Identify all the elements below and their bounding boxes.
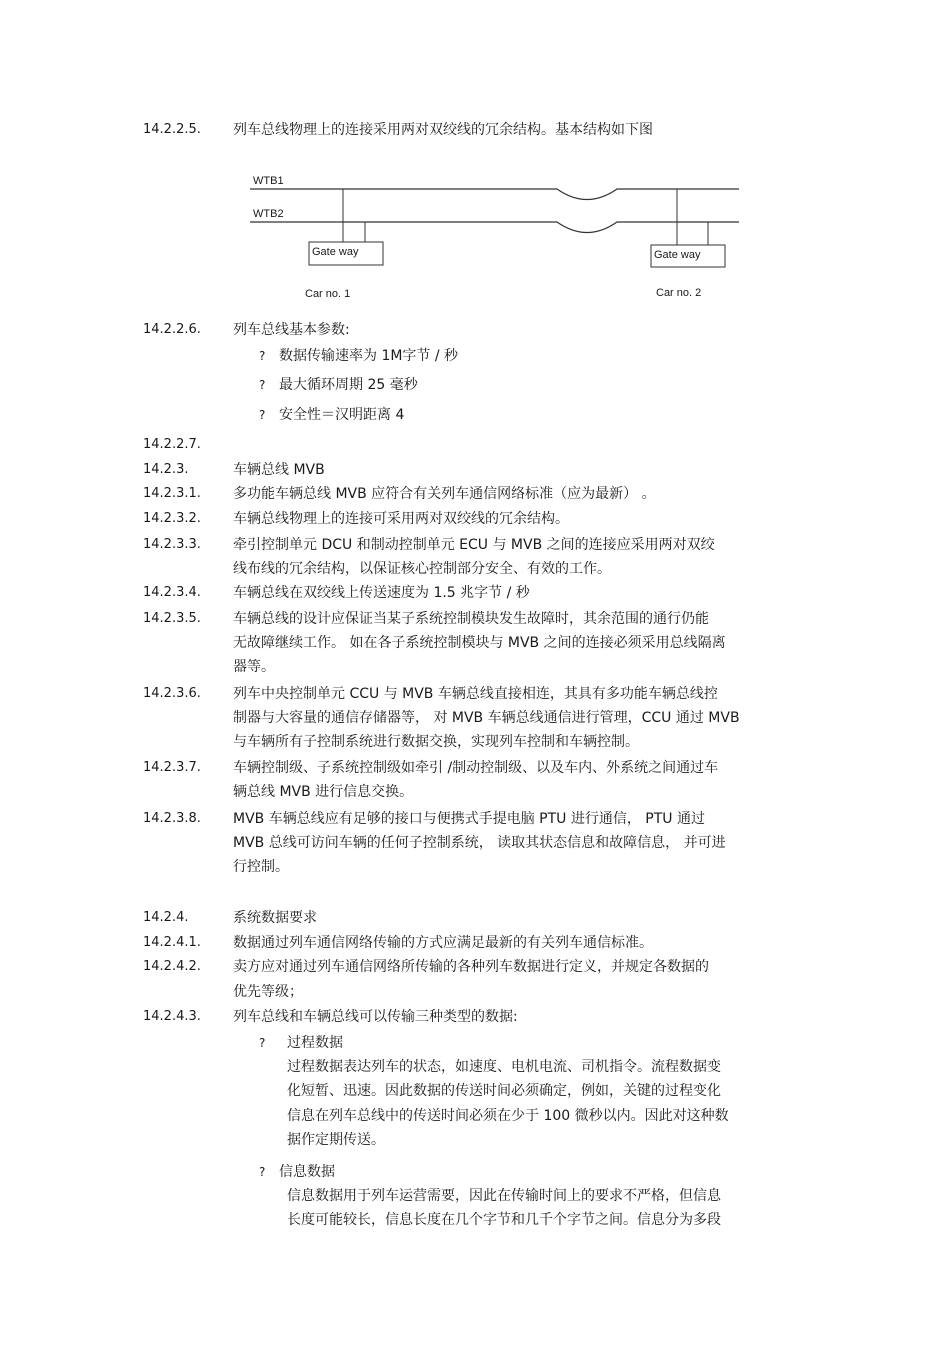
item-text-line: 信息在列车总线中的传送时间必须在少于 100 微秒以内。因此对这种数 (287, 1108, 729, 1124)
section-text-line: 与车辆所有子控制系统进行数据交换，实现列车控制和车辆控制。 (233, 734, 639, 750)
section-number: 14.2.3.5. (143, 611, 201, 626)
section-text: 多功能车辆总线 MVB 应符合有关列车通信网络标准（应为最新） 。 (233, 486, 656, 502)
section-text-line: 行控制。 (233, 859, 289, 875)
car-2-label: Car no. 2 (656, 287, 702, 299)
section-text-line: 优先等级； (233, 984, 303, 1000)
car-1-label: Car no. 1 (305, 288, 351, 300)
section-number: 14.2.3.2. (143, 511, 201, 526)
bullet-mark: ? (259, 408, 266, 422)
section-text-line: 线布线的冗余结构，以保证核心控制部分安全、有效的工作。 (233, 561, 611, 577)
bullet-mark: ? (259, 1165, 266, 1179)
section-number: 14.2.4.3. (143, 1009, 201, 1024)
bullet-mark: ? (259, 1036, 266, 1050)
bus-structure-diagram (245, 170, 745, 310)
bullet-text: 最大循环周期 25 毫秒 (279, 377, 418, 393)
list-item (259, 1035, 343, 1051)
section-text: 车辆总线在双绞线上传送速度为 1.5 兆字节 / 秒 (233, 585, 530, 601)
item-text-line: 长度可能较长，信息长度在几个字节和几千个字节之间。信息分为多段 (287, 1212, 721, 1228)
section-text: 列车总线物理上的连接采用两对双绞线的冗余结构。基本结构如下图 (233, 122, 653, 138)
bullet-mark: ? (259, 349, 266, 363)
section-text-line: MVB 车辆总线应有足够的接口与便携式手提电脑 PTU 进行通信， PTU 通过 (233, 811, 705, 827)
section-text-line: 器等。 (233, 659, 275, 675)
section-number: 14.2.3.3. (143, 537, 201, 552)
section-number: 14.2.3.1. (143, 486, 201, 501)
section-text-line: 无故障继续工作。 如在各子系统控制模块与 MVB 之间的连接必须采用总线隔离 (233, 635, 726, 651)
bullet-text: 数据传输速率为 1M字节 / 秒 (279, 348, 459, 364)
section-number: 14.2.2.6. (143, 322, 201, 337)
section-number: 14.2.3.6. (143, 686, 201, 701)
section-number: 14.2.3.4. (143, 585, 201, 600)
section-text-line: 车辆控制级、子系统控制级如牵引 /制动控制级、以及车内、外系统之间通过车 (233, 760, 719, 776)
bullet-text: 安全性＝汉明距离 4 (279, 407, 405, 423)
section-text-line: 列车中央控制单元 CCU 与 MVB 车辆总线直接相连，其具有多功能车辆总线控 (233, 686, 718, 702)
section-text-line: 辆总线 MVB 进行信息交换。 (233, 784, 414, 800)
gateway-2-label: Gate way (654, 249, 701, 261)
bullet-mark: ? (259, 378, 266, 392)
section-text: 数据通过列车通信网络传输的方式应满足最新的有关列车通信标准。 (233, 935, 653, 951)
item-text-line: 信息数据用于列车运营需要，因此在传输时间上的要求不严格，但信息 (287, 1188, 721, 1204)
wtb1-label: WTB1 (253, 175, 284, 187)
section-text-line: 车辆总线的设计应保证当某子系统控制模块发生故障时，其余范围的通行仍能 (233, 611, 709, 627)
section-number: 14.2.2.7. (143, 437, 201, 452)
section-text-line: 牵引控制单元 DCU 和制动控制单元 ECU 与 MVB 之间的连接应采用两对双绞 (233, 537, 715, 553)
wtb2-label: WTB2 (253, 208, 284, 220)
section-heading: 车辆总线 MVB (233, 462, 325, 478)
list-item (259, 1164, 335, 1180)
section-number: 14.2.2.5. (143, 122, 201, 137)
section-number: 14.2.3.8. (143, 811, 201, 826)
item-title: 信息数据 (279, 1164, 335, 1180)
section-number: 14.2.3. (143, 462, 189, 477)
section-number: 14.2.4. (143, 910, 189, 925)
section-number: 14.2.3.7. (143, 760, 201, 775)
section-text-line: MVB 总线可访问车辆的任何子控制系统， 读取其状态信息和故障信息， 并可进 (233, 835, 726, 851)
section-text-line: 制器与大容量的通信存储器等， 对 MVB 车辆总线通信进行管理，CCU 通过 MVB (233, 710, 740, 726)
item-text-line: 化短暂、迅速。因此数据的传送时间必须确定，例如，关键的过程变化 (287, 1083, 721, 1099)
wtb2-line (250, 222, 739, 233)
item-title: 过程数据 (287, 1035, 343, 1051)
section-number: 14.2.4.1. (143, 935, 201, 950)
section-text: 车辆总线物理上的连接可采用两对双绞线的冗余结构。 (233, 511, 569, 527)
section-text-line: 卖方应对通过列车通信网络所传输的各种列车数据进行定义，并规定各数据的 (233, 959, 709, 975)
list-item (259, 407, 404, 423)
item-text-line: 据作定期传送。 (287, 1132, 385, 1148)
gateway-1-label: Gate way (312, 246, 359, 258)
section-heading: 系统数据要求 (233, 910, 317, 926)
wtb1-line (250, 189, 739, 200)
item-text-line: 过程数据表达列车的状态，如速度、电机电流、司机指令。流程数据变 (287, 1059, 721, 1075)
list-item (259, 348, 458, 364)
list-item (259, 377, 418, 393)
section-number: 14.2.4.2. (143, 959, 201, 974)
section-text: 列车总线基本参数: (233, 322, 350, 338)
section-text: 列车总线和车辆总线可以传输三种类型的数据: (233, 1009, 518, 1025)
